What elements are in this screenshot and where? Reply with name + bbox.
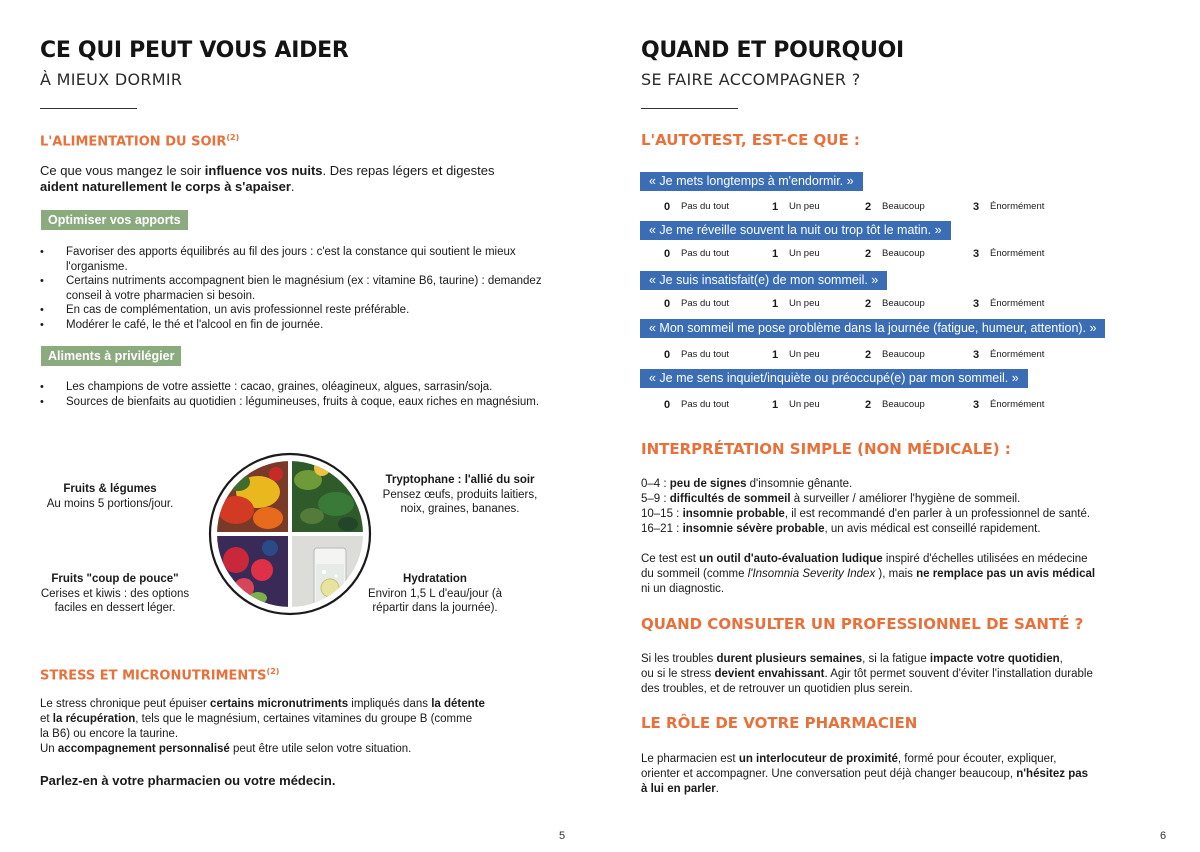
score-row: 0–4 : peu de signes d'insomnie gênante. (641, 478, 853, 490)
title-divider (40, 108, 137, 109)
page-title: QUAND ET POURQUOI (641, 38, 904, 63)
page-number: 6 (1160, 830, 1167, 842)
aliments-label: Aliments à privilégier (41, 346, 181, 366)
plate-caption-fruits-coup-de-pouce: Fruits "coup de pouce" Cerises et kiwis : des options faciles en dessert léger. (40, 573, 190, 615)
rating-scale: 0 Pas du tout 1 Un peu 2 Beaucoup 3 Énormément (664, 298, 1045, 310)
plate-icon (208, 452, 372, 616)
stress-closing: Parlez-en à votre pharmacien ou votre médecin. (40, 773, 336, 788)
alimentation-paragraph: Ce que vous mangez le soir influence vos nuits. Des repas légers et digestes aident naturellement le corps à s'apaiser. (40, 163, 495, 194)
rating-scale: 0 Pas du tout 1 Un peu 2 Beaucoup 3 Énormément (664, 349, 1045, 361)
question-5: « Je me sens inquiet/inquiète ou préoccupé(e) par mon sommeil. » (640, 369, 1028, 388)
stress-paragraph: Le stress chronique peut épuiser certains micronutriments impliqués dans la détente et la récupération, tels que le magnésium, certaines vitamines du groupe B (comme la B6) ou encore la taurine. Un accompagnement personnalisé peut être utile selon votre situation. (40, 698, 485, 755)
section-heading-text: L'ALIMENTATION DU SOIR (40, 134, 227, 150)
pharmacien-paragraph: Le pharmacien est un interlocuteur de proximité, formé pour écouter, expliquer, orienter et accompagner. Une conversation peut déjà changer beaucoup, n'hésitez pas à lui en parler. (641, 753, 1089, 795)
rating-scale: 0 Pas du tout 1 Un peu 2 Beaucoup 3 Énormément (664, 201, 1045, 213)
question-3: « Je suis insatisfait(e) de mon sommeil. » (640, 271, 887, 290)
plate-illustration (208, 452, 372, 616)
section-heading-autotest: L'AUTOTEST, EST-CE QUE : (641, 131, 860, 149)
plate-caption-fruits-legumes: Fruits & légumes Au moins 5 portions/jour. (46, 483, 174, 510)
score-row: 5–9 : difficultés de sommeil à surveiller / améliorer l'hygiène de sommeil. (641, 493, 1021, 505)
plate-caption-hydratation: Hydratation Environ 1,5 L d'eau/jour (à répartir dans la journée). (367, 573, 503, 615)
footnote-ref: (2) (226, 133, 240, 142)
optimiser-list (40, 245, 550, 333)
page-number: 5 (559, 830, 566, 842)
right-page (600, 0, 1200, 852)
list-item: • Sources de bienfaits au quotidien : légumineuses, fruits à coque, eaux riches en magnésium. (40, 395, 550, 410)
score-row: 16–21 : insomnie sévère probable, un avis médical est conseillé rapidement. (641, 523, 1041, 535)
plate-caption-tryptophane: Tryptophane : l'allié du soir Pensez œufs, produits laitiers, noix, graines, bananes. (382, 474, 538, 516)
section-heading-stress (40, 667, 279, 683)
section-heading-consulter: QUAND CONSULTER UN PROFESSIONNEL DE SANTÉ ? (641, 615, 1084, 633)
interpretation-list (641, 477, 1171, 537)
footnote-ref: (2) (266, 667, 280, 676)
list-item: • Certains nutriments accompagnent bien le magnésium (ex : vitamine B6, taurine) : demandez conseil à votre pharmacien si besoin. (40, 274, 550, 303)
page-subtitle: SE FAIRE ACCOMPAGNER ? (641, 70, 861, 89)
section-heading-pharmacien: LE RÔLE DE VOTRE PHARMACIEN (641, 714, 918, 732)
list-item: • Modérer le café, le thé et l'alcool en fin de journée. (40, 318, 550, 333)
rating-scale: 0 Pas du tout 1 Un peu 2 Beaucoup 3 Énormément (664, 248, 1045, 260)
list-item: • Les champions de votre assiette : cacao, graines, oléagineux, algues, sarrasin/soja. (40, 380, 550, 395)
interpretation-note: Ce test est un outil d'auto-évaluation ludique inspiré d'échelles utilisées en médecine du sommeil (comme l'Insomnia Severity Index ), mais ne remplace pas un avis médical ni un diagnostic. (641, 553, 1096, 595)
question-1: « Je mets longtemps à m'endormir. » (640, 172, 863, 191)
score-row: 10–15 : insomnie probable, il est recommandé d'en parler à un professionnel de santé. (641, 508, 1091, 520)
list-item: • Favoriser des apports équilibrés au fil des jours : c'est la constance qui soutient le mieux l'organisme. (40, 245, 550, 274)
page-title: CE QUI PEUT VOUS AIDER (40, 38, 349, 63)
page-subtitle: À MIEUX DORMIR (40, 70, 183, 89)
question-4: « Mon sommeil me pose problème dans la journée (fatigue, humeur, attention). » (640, 319, 1105, 338)
consulter-paragraph: Si les troubles durent plusieurs semaines, si la fatigue impacte votre quotidien, ou si le stress devient envahissant. Agir tôt permet souvent d'éviter l'installation durable des troubles, et de retrouver un quotidien plus serein. (641, 653, 1093, 695)
title-divider (641, 108, 738, 109)
optimiser-label: Optimiser vos apports (41, 210, 188, 230)
list-item: • En cas de complémentation, un avis professionnel reste préférable. (40, 303, 550, 318)
aliments-list (40, 380, 550, 409)
rating-scale: 0 Pas du tout 1 Un peu 2 Beaucoup 3 Énormément (664, 399, 1045, 411)
section-heading-interpretation: INTERPRÉTATION SIMPLE (NON MÉDICALE) : (641, 440, 1011, 458)
section-heading-alimentation (40, 133, 239, 149)
question-2: « Je me réveille souvent la nuit ou trop tôt le matin. » (640, 221, 951, 240)
section-heading-text: STRESS ET MICRONUTRIMENTS (40, 668, 267, 684)
